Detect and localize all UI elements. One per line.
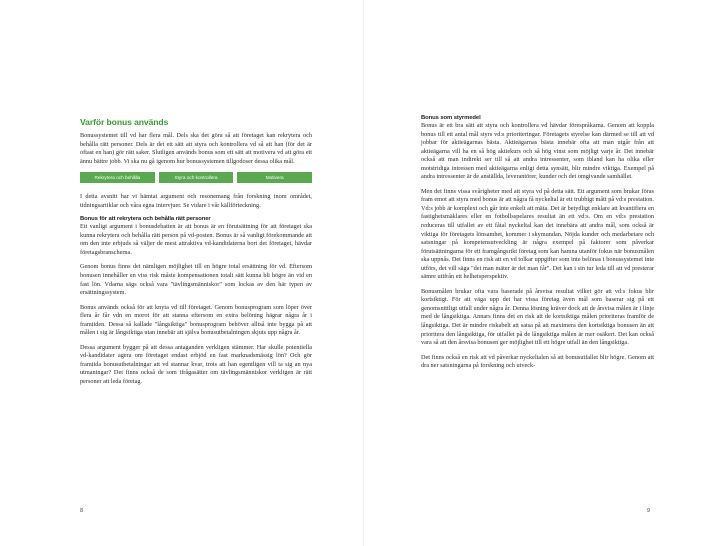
body-paragraph: Dessa argument bygger på att dessa antaganden verkligen stämmer. Har skulle potentiella vd-kandidater agera om företaget endast erbjöd en fast marknadsmässig lön? Och gör framtida bonusutbetalningar att vd stannar kvar, trots att han egentligen vill ta sig an nya utmaningar? Det finns också de som ifrågasätter om tävlingsmänniskor verkligen är rätt personer att leda företag. — [80, 343, 312, 386]
body-paragraph: Genom bonus finns det nämligen möjlighet till en högre total ersättning för vd. Eftersom bonusen innehåller en viss risk måste kompensationen totalt sätt kunna bli högre än vid en fast lön. Vdarna sägs också vara "tävlingsmänniskor" som lockas av den här typen av ersättningssystem. — [80, 263, 312, 297]
sources-paragraph: I detta avsnitt har vi hämtat argument och resonemang från forskning inom området, tidningsartiklar och våra egna intervjuer. Se vidare i vår källförteckning. — [80, 193, 312, 209]
right-column — [421, 115, 654, 377]
body-paragraph: Ett vanligt argument i bonusdebatten är att bonus är en förutsättning för att företaget ska kunna rekrytera och behålla rätt person på vd-posten. Bonus är så vanligt förekommande att om den inte erbjuds så väljer de mest attraktiva vd-kandidaterna bort det företaget, hävdar företagsbranscherna. — [80, 223, 312, 256]
body-paragraph: Bonusmålen brukar ofta vara baserade på årsvisa resultat vilket gör att vd:s fokus blir kortsiktigt. För att väga upp det har vissa företag även mål som baserar sig på ett genomsnittligt utfall under några år. Denna lösning kräver dock att de årsvisa målen är i linje med de långsiktiga. Annars finns det en risk att de kortsiktiga målen prioriteras framför de långsiktiga. Det är mindre riskabelt att satsa på att maximera den kortsiktiga bonusen än att prioritera den långsiktiga, för utfallet på de långsiktiga målen är mer osäkert. Det kan också vara så att den årsvisa bonusen ger möjlighet till ett högre utfall än den långsiktiga. — [421, 287, 654, 347]
body-paragraph: Bonus används också för att knyta vd till företaget. Genom bonusprogram som löper över flera år får vdn en morot för att stanna eftersom en extra belöning hägrar några år i framtiden. Dessa så kallade "långsiktiga" bonusprogram behöver alltså inte bygga på att målen i sig är långsiktiga utan innebär att själva bonusutbetalningen skjuts upp några år. — [80, 303, 312, 337]
body-paragraph: Det finns också en risk att vd påverkar nyckeltalen så att bonusutfallet blir högre. Genom att dra ner satsningarna på forskning och utveck- — [421, 353, 654, 370]
body-paragraph: Men det finns vissa svårigheter med att styra vd på detta sätt. Ett argument som brukar föras fram emot att styra med bonus är att några få nyckeltal är ett trubbigt mått på vd:s prestation. Vd:s jobb är komplext och går inte enkelt att mäta. Det är betydligt enklare att kvantifiera en fastighetsmäklares eller en fotbollsspelares resultat än ett vd:s. Om en vd:s prestation reduceras till utfallet av ett fåtal nyckeltal kan det innebära att andra mål, som också är viktiga för företagets lönsamhet, kommer i skymundan. Nöjda kunder och medarbetare och satsningar på kompetensutveckling är några exempel på faktorer som påverkar förutsättningarna för ett framgångsrikt företag som kan hamna utanför fokus när bonusmålen ska uppnås. Det finns en risk att en vd tolkar uppgifter som inte belönas i bonussystemet inte utförs, det vill säga "det man mäter är det man får". Det kan i sin tur leda till att vd presterar sämre utifrån ett helhetsperspektiv. — [421, 187, 654, 281]
page-number: 9 — [647, 508, 651, 514]
section-heading: Varför bonus används — [80, 117, 169, 127]
page-number: 8 — [80, 508, 84, 514]
chip-control: Styra och kontrollera — [159, 172, 234, 183]
subheading-steering: Bonus som styrmedel — [421, 115, 481, 121]
chip-recruit: Rekrytera och behålla — [80, 172, 155, 183]
chip-motivate: Motivera — [237, 172, 312, 183]
subheading-recruit: Bonus för att rekrytera och behålla rätt personer — [80, 216, 211, 223]
intro-paragraph: Bonussystemet till vd har flera mål. Dels ska det göra så att företaget kan rekrytera och behålla rätt personer. Dels är det ett sätt att styra och kontrollera vd så att han (för det är oftast en han) gör rätt saker. Slutligen används bonus som ett sätt att motivera vd att göra ett ännu bättre jobb. Vi ska nu gå igenom hur bonussystemen tillgodoser dessa olika mål. — [80, 132, 312, 165]
body-paragraph: Bonus är ett bra sätt att styra och kontrollera vd hävdar förespråkarna. Genom att koppla bonus till ett antal mål styrs vd:s prioriteringar. Företagets styrelse kan därmed se till att vd jobbar för aktieägarnas bästa. Aktieägarnas bästa innebär ofta att man utgår från att aktieägarna vill ha en så hög aktiekurs och så hög vinst som möjligt varje år. Det innebär också att man indirekt ser till så att andra intressenter, som ibland kan ha olika eller motstridiga intressen med aktieägarna enligt detta synsätt, blir mindre viktiga. Exempel på andra intressenter är de anställda, leverantörer, kunder och det omgivande samhället. — [421, 122, 654, 181]
